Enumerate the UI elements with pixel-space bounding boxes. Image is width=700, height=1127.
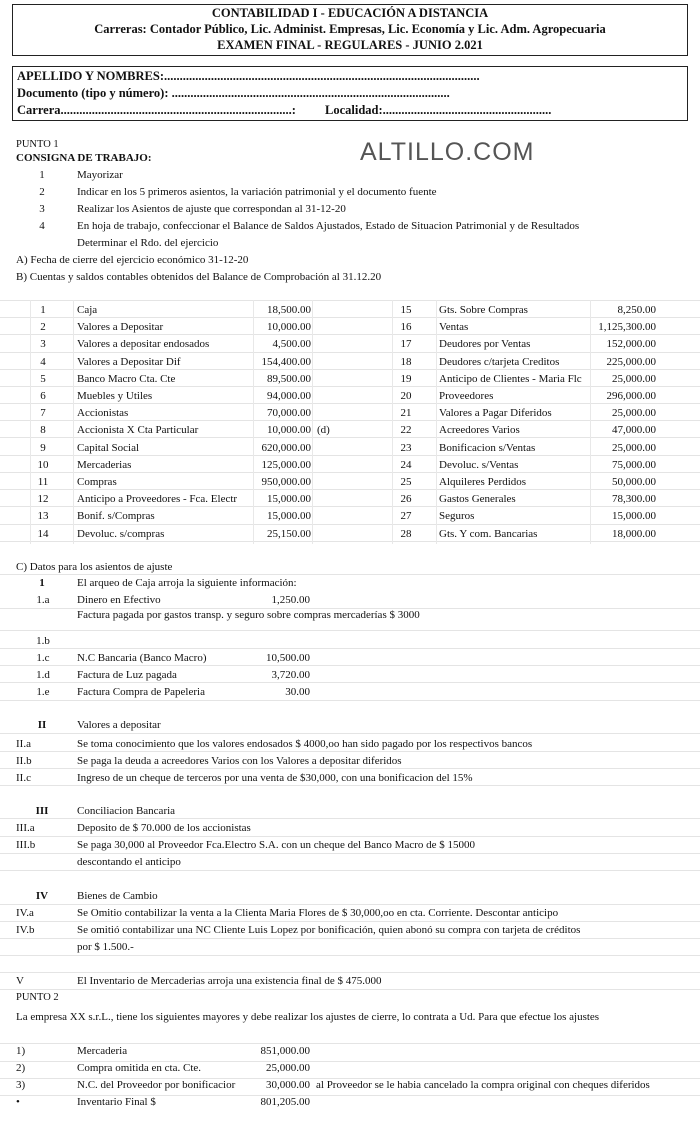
adjust-row-number: IV.b (16, 924, 35, 936)
note-d: (d) (317, 424, 330, 436)
account-number: 19 (400, 373, 412, 385)
sec5-text: El Inventario de Mercaderias arroja una existencia final de $ 475.000 (77, 975, 382, 987)
account-name: Muebles y Utiles (77, 390, 153, 402)
adjust-row-text: Ingreso de un cheque de terceros por una venta de $30,000, con una bonificacion del 15% (77, 772, 473, 784)
punto2-row-number: 2) (16, 1062, 26, 1074)
account-amount: 1,125,300.00 (598, 321, 656, 333)
account-name: Banco Macro Cta. Cte (77, 373, 176, 385)
account-number: 6 (40, 390, 46, 402)
grid-hline (0, 403, 700, 404)
account-number: 28 (400, 528, 412, 540)
grid-hline (0, 472, 700, 473)
account-number: 11 (37, 476, 49, 488)
grid-hline (0, 334, 700, 335)
adjust-row-text: Deposito de $ 70.000 de los accionistas (77, 822, 251, 834)
account-name: Accionista X Cta Particular (77, 424, 199, 436)
grid-vline (392, 300, 393, 544)
account-name: Ventas (439, 321, 469, 333)
adjust-row-number: II.c (16, 772, 31, 784)
grid-hline (0, 489, 700, 490)
account-number: 22 (400, 424, 412, 436)
grid-hline (0, 972, 700, 973)
adjust-row-amount: 1,250.00 (271, 594, 310, 606)
grid-hline (0, 300, 700, 301)
sec2-title: Valores a depositar (77, 719, 161, 731)
grid-hline (0, 420, 700, 421)
punto2-row-number: 1) (16, 1045, 26, 1057)
account-amount: 125,000.00 (261, 459, 311, 471)
grid-hline (0, 921, 700, 922)
adjust-row-text: Se omitió contabilizar una NC Cliente Luis Lopez por bonificación, quien abonó su compra con tarjeta de créditos (77, 924, 581, 936)
grid-hline (0, 455, 700, 456)
grid-hline (0, 648, 700, 649)
account-name: Bonif. s/Compras (77, 510, 155, 522)
account-amount: 4,500.00 (272, 338, 311, 350)
sec4-title: Bienes de Cambio (77, 890, 158, 902)
consigna-title: CONSIGNA DE TRABAJO: (16, 152, 152, 164)
grid-hline (0, 317, 700, 318)
account-name: Caja (77, 304, 98, 316)
watermark: ALTILLO.COM (360, 138, 535, 166)
task-text: Indicar en los 5 primeros asientos, la variación patrimonial y el documento fuente (77, 186, 437, 198)
punto2-title: PUNTO 2 (16, 992, 59, 1003)
adjust-row-text: Se Omitio contabilizar la venta a la Clienta Maria Flores de $ 30,000,oo en cta. Corriente. Descontar anticipo (77, 907, 559, 919)
punto2-row-text: Compra omitida en cta. Cte. (77, 1062, 202, 1074)
grid-hline (0, 733, 700, 734)
account-amount: 18,000.00 (612, 528, 656, 540)
account-number: 4 (40, 356, 46, 368)
grid-hline (0, 541, 700, 542)
account-amount: 47,000.00 (612, 424, 656, 436)
grid-vline (590, 300, 591, 544)
account-name: Valores a Depositar Dif (77, 356, 181, 368)
grid-vline (436, 300, 437, 544)
account-name: Valores a depositar endosados (77, 338, 210, 350)
task-text: En hoja de trabajo, confeccionar el Balance de Saldos Ajustados, Estado de Situacion Patrimonial y de Resultados (77, 220, 580, 232)
exam-title: EXAMEN FINAL - REGULARES - JUNIO 2.021 (217, 38, 483, 52)
grid-hline (0, 904, 700, 905)
account-amount: 50,000.00 (612, 476, 656, 488)
grid-hline (0, 836, 700, 837)
account-amount: 10,000.00 (267, 424, 311, 436)
task-number: 3 (39, 203, 45, 215)
grid-hline (0, 386, 700, 387)
account-amount: 89,500.00 (267, 373, 311, 385)
punto2-row-text: N.C. del Proveedor por bonificacior (77, 1079, 236, 1091)
sec3-number: III (35, 805, 49, 817)
account-amount: 15,000.00 (267, 493, 311, 505)
punto1-title: PUNTO 1 (16, 139, 59, 150)
punto2-row-amount: 25,000.00 (266, 1062, 310, 1074)
grid-hline (0, 870, 700, 871)
account-number: 27 (400, 510, 412, 522)
account-amount: 296,000.00 (606, 390, 656, 402)
fecha-cierre: A) Fecha de cierre del ejercicio económico 31-12-20 (16, 254, 249, 266)
grid-vline (73, 300, 74, 544)
career-field[interactable]: Carrera..........................................................................: (17, 103, 296, 117)
account-number: 25 (400, 476, 412, 488)
account-number: 21 (400, 407, 412, 419)
sec1-title: El arqueo de Caja arroja la siguiente información: (77, 577, 297, 589)
course-title: CONTABILIDAD I - EDUCACIÓN A DISTANCIA (211, 6, 489, 20)
account-number: 24 (400, 459, 412, 471)
name-field[interactable]: APELLIDO Y NOMBRES:..................................................................................................... (17, 69, 480, 83)
grid-hline (0, 700, 700, 701)
grid-hline (0, 989, 700, 990)
grid-hline (0, 768, 700, 769)
adjust-row-amount: 30.00 (285, 686, 310, 698)
account-name: Mercaderias (77, 459, 132, 471)
adjust-row-text: Factura de Luz pagada (77, 669, 177, 681)
grid-hline (0, 1043, 700, 1044)
careers-line: Carreras: Contador Público, Lic. Administ. Empresas, Lic. Economía y Lic. Adm. Agropecuaria (94, 22, 606, 36)
account-number: 14 (37, 528, 49, 540)
exam-header (12, 4, 688, 56)
grid-hline (0, 630, 700, 631)
task-text: Mayorizar (77, 169, 123, 181)
grid-hline (0, 682, 700, 683)
account-amount: 25,000.00 (612, 407, 656, 419)
grid-hline (0, 665, 700, 666)
punto2-row-amount: 801,205.00 (260, 1096, 310, 1108)
account-amount: 18,500.00 (267, 304, 311, 316)
adjust-row-number: 1.c (36, 652, 50, 664)
account-number: 16 (400, 321, 412, 333)
adjust-row-amount: 3,720.00 (271, 669, 310, 681)
account-number: 8 (40, 424, 46, 436)
account-number: 15 (400, 304, 412, 316)
account-name: Proveedores (439, 390, 494, 402)
punto2-intro: La empresa XX s.r.L., tiene los siguientes mayores y debe realizar los ajustes de cierre, lo contrata a Ud. Para que efectue los ajustes (16, 1011, 600, 1023)
account-number: 5 (40, 373, 46, 385)
account-name: Deudores c/tarjeta Creditos (439, 356, 560, 368)
account-number: 17 (400, 338, 412, 350)
account-amount: 25,000.00 (612, 373, 656, 385)
account-amount: 154,400.00 (261, 356, 311, 368)
punto2-row-amount: 30,000.00 (266, 1079, 310, 1091)
account-number: 18 (400, 356, 412, 368)
locality-field[interactable]: Localidad:...................................................... (325, 103, 552, 117)
adjust-row-number: III.b (16, 839, 36, 851)
account-number: 20 (400, 390, 412, 402)
student-id-box (12, 66, 688, 121)
account-name: Devoluc. s/Ventas (439, 459, 519, 471)
account-name: Anticipo de Clientes - Maria Flc (439, 373, 582, 385)
account-amount: 8,250.00 (617, 304, 656, 316)
account-number: 12 (37, 493, 49, 505)
adjust-row-text: N.C Bancaria (Banco Macro) (77, 652, 207, 664)
account-name: Gts. Y com. Bancarias (439, 528, 538, 540)
task-number: 2 (39, 186, 45, 198)
adjust-row-number: 1.e (36, 686, 50, 698)
grid-hline (0, 853, 700, 854)
adjust-row-text: descontando el anticipo (77, 856, 181, 868)
grid-hline (0, 506, 700, 507)
document-field[interactable]: Documento (tipo y número): ......................................................................................... (17, 86, 450, 100)
grid-vline (253, 300, 254, 544)
adjust-row-number: 1.d (36, 669, 50, 681)
adjust-row-text: Se toma conocimiento que los valores endosados $ 4000,oo han sido pagado por los respectivos bancos (77, 738, 533, 750)
account-name: Compras (77, 476, 117, 488)
account-name: Valores a Depositar (77, 321, 164, 333)
adjust-row-text: Dinero en Efectivo (77, 594, 161, 606)
adjust-row-text: Factura Compra de Papeleria (77, 686, 205, 698)
account-name: Acreedores Varios (439, 424, 520, 436)
account-name: Valores a Pagar Diferidos (439, 407, 552, 419)
grid-hline (0, 955, 700, 956)
account-amount: 94,000.00 (267, 390, 311, 402)
grid-hline (0, 751, 700, 752)
adjust-row-amount: 10,500.00 (266, 652, 310, 664)
sec2-number: II (37, 719, 47, 731)
account-number: 26 (400, 493, 412, 505)
punto2-row-note: al Proveedor se le habia cancelado la compra original con cheques diferidos (316, 1079, 650, 1091)
account-name: Alquileres Perdidos (439, 476, 527, 488)
account-amount: 950,000.00 (261, 476, 311, 488)
account-number: 2 (40, 321, 46, 333)
adjust-row-text: Se paga 30,000 al Proveedor Fca.Electro S.A. con un cheque del Banco Macro de $ 15000 (77, 839, 476, 851)
account-amount: 15,000.00 (267, 510, 311, 522)
grid-hline (0, 574, 700, 575)
account-amount: 152,000.00 (606, 338, 656, 350)
account-amount: 25,000.00 (612, 442, 656, 454)
account-name: Gts. Sobre Compras (439, 304, 528, 316)
account-number: 9 (40, 442, 46, 454)
grid-hline (0, 785, 700, 786)
account-amount: 225,000.00 (606, 356, 656, 368)
account-name: Anticipo a Proveedores - Fca. Electr (77, 493, 238, 505)
account-amount: 25,150.00 (267, 528, 311, 540)
adjust-row-text: Se paga la deuda a acreedores Varios con los Valores a depositar diferidos (77, 755, 402, 767)
account-number: 13 (37, 510, 49, 522)
grid-vline (312, 300, 313, 544)
account-amount: 620,000.00 (261, 442, 311, 454)
grid-hline (0, 938, 700, 939)
account-name: Bonificacion s/Ventas (439, 442, 536, 454)
account-number: 3 (40, 338, 46, 350)
account-name: Accionistas (77, 407, 129, 419)
account-amount: 15,000.00 (612, 510, 656, 522)
grid-hline (0, 352, 700, 353)
account-number: 1 (40, 304, 46, 316)
grid-vline (30, 300, 31, 544)
punto2-row-number: 3) (16, 1079, 26, 1091)
account-amount: 78,300.00 (612, 493, 656, 505)
account-amount: 70,000.00 (267, 407, 311, 419)
task-number: 4 (39, 220, 45, 232)
task4-continuation: Determinar el Rdo. del ejercicio (77, 237, 219, 249)
account-amount: 75,000.00 (612, 459, 656, 471)
grid-hline (0, 369, 700, 370)
account-name: Capital Social (77, 442, 140, 454)
ajustes-title: C) Datos para los asientos de ajuste (16, 561, 173, 573)
sec1-number: 1 (39, 577, 45, 589)
adjust-row-number: 1.a (36, 594, 50, 606)
balance-title: B) Cuentas y saldos contables obtenidos del Balance de Comprobación al 31.12.20 (16, 271, 382, 283)
adjust-row-number: IV.a (16, 907, 34, 919)
account-name: Seguros (439, 510, 475, 522)
sec5-number: V (16, 975, 24, 987)
adjust-row-text: por $ 1.500.- (77, 941, 134, 953)
account-number: 10 (37, 459, 49, 471)
adjust-row-number: III.a (16, 822, 35, 834)
sec3-title: Conciliacion Bancaria (77, 805, 176, 817)
account-name: Gastos Generales (439, 493, 516, 505)
task-number: 1 (39, 169, 45, 181)
adjust-row-number: II.b (16, 755, 32, 767)
grid-hline (0, 437, 700, 438)
punto2-row-number: • (16, 1096, 20, 1108)
punto2-row-text: Mercaderia (77, 1045, 128, 1057)
account-number: 23 (400, 442, 412, 454)
account-name: Deudores por Ventas (439, 338, 531, 350)
adjust-row-number: 1.b (36, 635, 50, 647)
punto2-row-text: Inventario Final $ (77, 1096, 156, 1108)
account-name: Devoluc. s/compras (77, 528, 165, 540)
grid-hline (0, 818, 700, 819)
account-number: 7 (40, 407, 46, 419)
task-text: Realizar los Asientos de ajuste que correspondan al 31-12-20 (77, 203, 346, 215)
sec4-number: IV (35, 890, 49, 902)
account-amount: 10,000.00 (267, 321, 311, 333)
adjust-row-number: II.a (16, 738, 31, 750)
grid-hline (0, 524, 700, 525)
adjust-row-text: Factura pagada por gastos transp. y seguro sobre compras mercaderías $ 3000 (77, 609, 420, 621)
punto2-row-amount: 851,000.00 (260, 1045, 310, 1057)
